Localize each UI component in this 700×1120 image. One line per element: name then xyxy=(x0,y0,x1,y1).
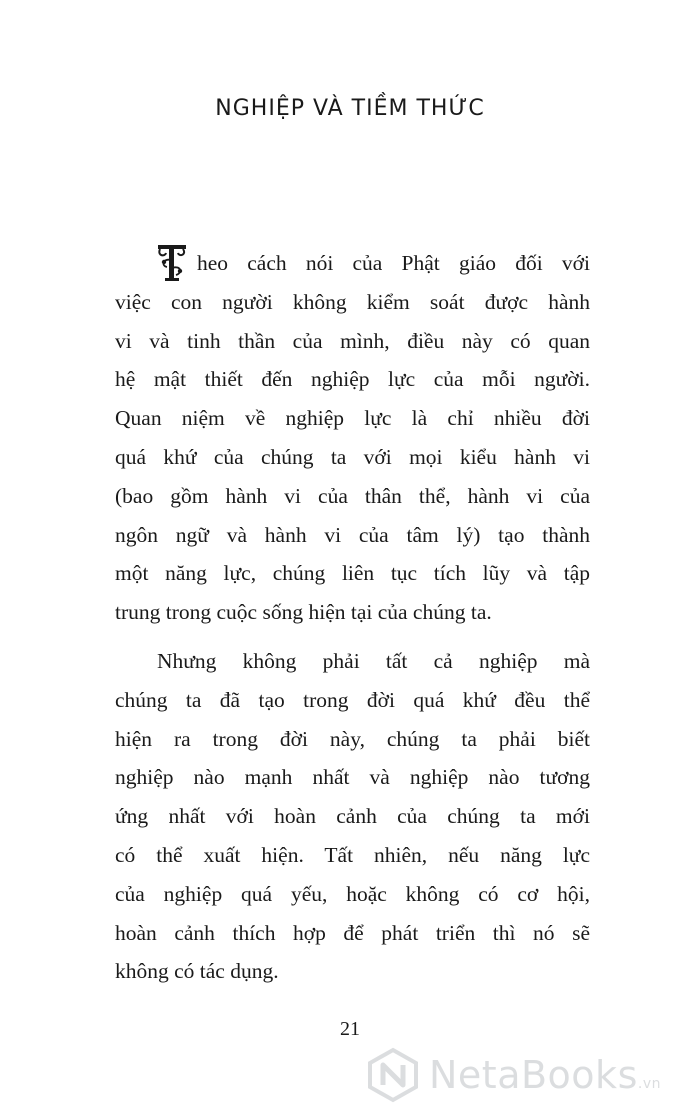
text-line: không có tác dụng. xyxy=(115,959,279,984)
text-line: hệ mật thiết đến nghiệp lực của mỗi người. xyxy=(115,367,590,392)
paragraph-2 xyxy=(115,642,590,991)
text-line: Nhưng không phải tất cả nghiệp mà xyxy=(157,648,590,673)
text-line: nghiệp nào mạnh nhất và nghiệp nào tương xyxy=(115,765,590,790)
text-line: trung trong cuộc sống hiện tại của chúng ta. xyxy=(115,600,492,625)
text-line: chúng ta đã tạo trong đời quá khứ đều thể xyxy=(115,687,590,712)
text-line: heo cách nói của Phật giáo đối với xyxy=(197,251,590,275)
text-line: một năng lực, chúng liên tục tích lũy và tập xyxy=(115,561,590,586)
text-line: hoàn cảnh thích hợp để phát triển thì nó sẽ xyxy=(115,920,590,945)
text-line: Quan niệm về nghiệp lực là chỉ nhiều đời xyxy=(115,406,590,431)
watermark-text xyxy=(429,1053,661,1097)
text-line: hiện ra trong đời này, chúng ta phải biết xyxy=(115,726,590,751)
body-text xyxy=(115,244,590,991)
text-line: việc con người không kiểm soát được hành xyxy=(115,289,590,314)
text-line: ứng nhất với hoàn cảnh của chúng ta mới xyxy=(115,804,590,829)
text-line: ngôn ngữ và hành vi của tâm lý) tạo thành xyxy=(115,522,590,547)
chapter-title: NGHIỆP VÀ TIỀM THỨC xyxy=(215,96,485,121)
netabooks-logo-icon xyxy=(365,1047,421,1103)
text-line: của nghiệp quá yếu, hoặc không có cơ hội, xyxy=(115,881,590,906)
text-line: (bao gồm hành vi của thân thể, hành vi của xyxy=(115,483,590,508)
text-line: vi và tinh thần của mình, điều này có quan xyxy=(115,328,590,353)
text-line: quá khứ của chúng ta với mọi kiểu hành vi xyxy=(115,444,590,469)
ornamental-dropcap xyxy=(157,242,187,282)
paragraph-1 xyxy=(115,244,590,632)
dropcap-t-ornament-icon xyxy=(157,242,187,282)
watermark xyxy=(365,1040,695,1110)
page-number: 21 xyxy=(340,1018,360,1040)
text-line: có thể xuất hiện. Tất nhiên, nếu năng lực xyxy=(115,842,590,867)
watermark-suffix: .vn xyxy=(637,1076,661,1092)
watermark-brand: NetaBooks xyxy=(429,1053,638,1097)
